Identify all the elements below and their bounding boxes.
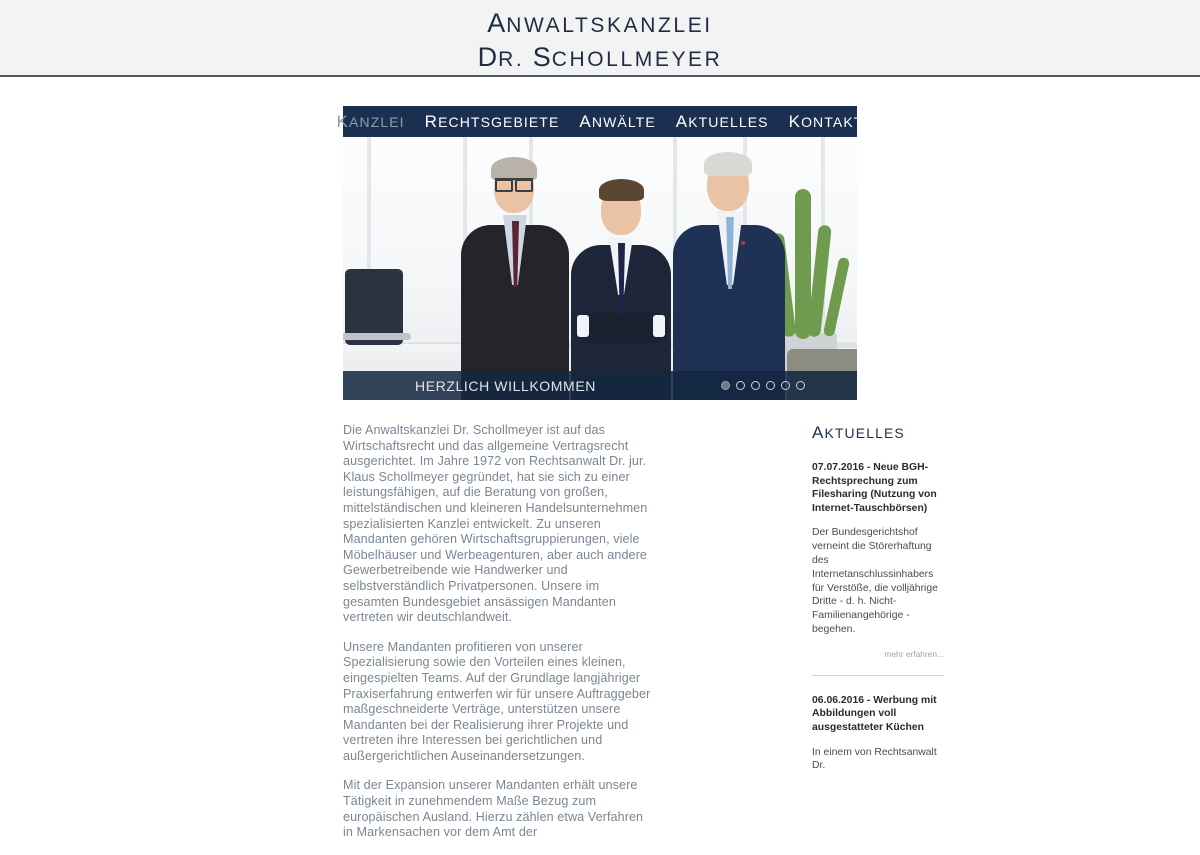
hair — [599, 179, 644, 201]
sidebar-heading — [812, 423, 952, 443]
shirt-cuff — [653, 315, 665, 337]
news-headline[interactable]: 06.06.2016 - Werbung mit Abbildungen voll ausgestatteter Küchen — [812, 694, 937, 733]
intro-paragraph-2: Unsere Mandanten profitieren von unserer Spezialisierung sowie den Vorteilen eines kleinen, eingespielten Teams. Auf der Grundlage langjähriger Praxiserfahrung entwerfen wir für unsere Auftraggeber maßgeschneiderte Verträge, unterstützen unsere Mandanten bei der Realisierung ihrer Projekte und vertreten ihre Interessen bei gerichtlichen und außergerichtlichen Auseinandersetzungen. — [343, 639, 651, 763]
hero-caption-bar — [343, 371, 857, 400]
intro-paragraph-1: Die Anwaltskanzlei Dr. Schollmeyer ist auf das Wirtschaftsrecht und das allgemeine Vertragsrecht ausgerichtet. Im Jahre 1972 von Rechtsanwalt Dr. jur. Klaus Schollmeyer gegründet, hat sie sich zu einer leistungsfähigen, auf die Beratung von großen, mittelständischen und kleineren Handelsunternehmen spezialisierten Kanzlei entwickelt. Zu unseren Mandanten gehören Wirtschaftsgruppierungen, viele Möbelhäuser und Werbeagenturen, aber auch andere Gewerbetreibende wie Handwerker und selbstverständlich Privatpersonen. Unsere im gesamten Bundesgebiet ansässigen Mandanten vertreten wir deutschlandweit. — [343, 423, 648, 625]
nav-label: NWÄLTE — [591, 113, 656, 130]
news-body: Der Bundesgerichtshof verneint die Störerhaftung des Internetanschlussinhabers für Verstöße, die volljährige Dritte - d. h. Nicht-Familienangehörige - begehen. — [812, 527, 938, 635]
nav-cap: K — [788, 111, 802, 131]
nav-item-kontakt[interactable] — [779, 106, 874, 138]
logo-cap-d: D — [477, 42, 499, 72]
logo-rest-schollmeyer: CHOLLMEYER — [551, 48, 723, 71]
hair — [704, 152, 752, 176]
nav-label: KTUELLES — [688, 113, 769, 130]
intro-paragraph-3: Mit der Expansion unserer Mandanten erhält unsere Tätigkeit in zunehmendem Maße Bezug zum europäischen Ausland. Hierzu zählen etwa Verfahren in Markensachen vor dem Amt der — [343, 778, 644, 840]
main-content — [343, 423, 857, 855]
slider-dot-6[interactable] — [796, 381, 805, 390]
nav-label: ONTAKT — [801, 113, 864, 130]
lapel-pin-icon — [741, 241, 745, 245]
nav-cap: K — [336, 111, 350, 131]
nav-cap: A — [675, 111, 689, 131]
shirt-cuff — [577, 315, 589, 337]
logo-rest-anwaltskanzlei: NWALTSKANZLEI — [506, 14, 713, 37]
news-body: In einem von Rechtsanwalt Dr. — [812, 746, 937, 772]
sidebar-heading-cap: A — [812, 423, 825, 442]
logo-cap-a: A — [487, 8, 507, 38]
nav-label: ECHTSGEBIETE — [438, 113, 560, 130]
slider-dot-2[interactable] — [736, 381, 745, 390]
slider-dot-1[interactable] — [721, 381, 730, 390]
glasses-icon — [495, 178, 533, 187]
logo-line-dr-schollmeyer — [0, 44, 1200, 71]
nav-cap: R — [424, 111, 439, 131]
logo-line-anwaltskanzlei — [0, 10, 1200, 37]
hero-caption-text: HERZLICH WILLKOMMEN — [415, 377, 596, 394]
nav-item-anwaelte[interactable] — [569, 106, 665, 138]
sidebar-aktuelles — [812, 423, 952, 779]
office-chair-armrest — [343, 333, 411, 340]
nav-item-rechtsgebiete[interactable] — [415, 106, 570, 138]
sidebar-heading-rest: KTUELLES — [824, 425, 905, 441]
news-divider — [812, 675, 944, 676]
news-item[interactable] — [812, 461, 952, 659]
logo-mid-r: R. — [498, 48, 533, 71]
slider-dot-3[interactable] — [751, 381, 760, 390]
nav-label: ANZLEI — [349, 113, 405, 130]
hero-photo — [343, 137, 857, 400]
site-header — [0, 0, 1200, 77]
page-canvas — [0, 79, 1200, 840]
news-headline[interactable]: 07.07.2016 - Neue BGH-Rechtsprechung zum Filesharing (Nutzung von Internet-Tauschbörsen) — [812, 462, 937, 514]
slider-dots[interactable] — [721, 381, 805, 390]
slider-dot-5[interactable] — [781, 381, 790, 390]
nav-item-kanzlei[interactable] — [327, 106, 415, 138]
nav-cap: A — [579, 111, 592, 131]
slider-dot-4[interactable] — [766, 381, 775, 390]
news-read-more-link[interactable]: mehr erfahren... — [884, 648, 944, 659]
nav-item-aktuelles[interactable] — [666, 106, 779, 138]
main-navigation[interactable] — [336, 106, 864, 137]
news-item[interactable] — [812, 694, 952, 773]
site-logo[interactable] — [0, 10, 1200, 71]
logo-cap-s: S — [532, 42, 552, 72]
